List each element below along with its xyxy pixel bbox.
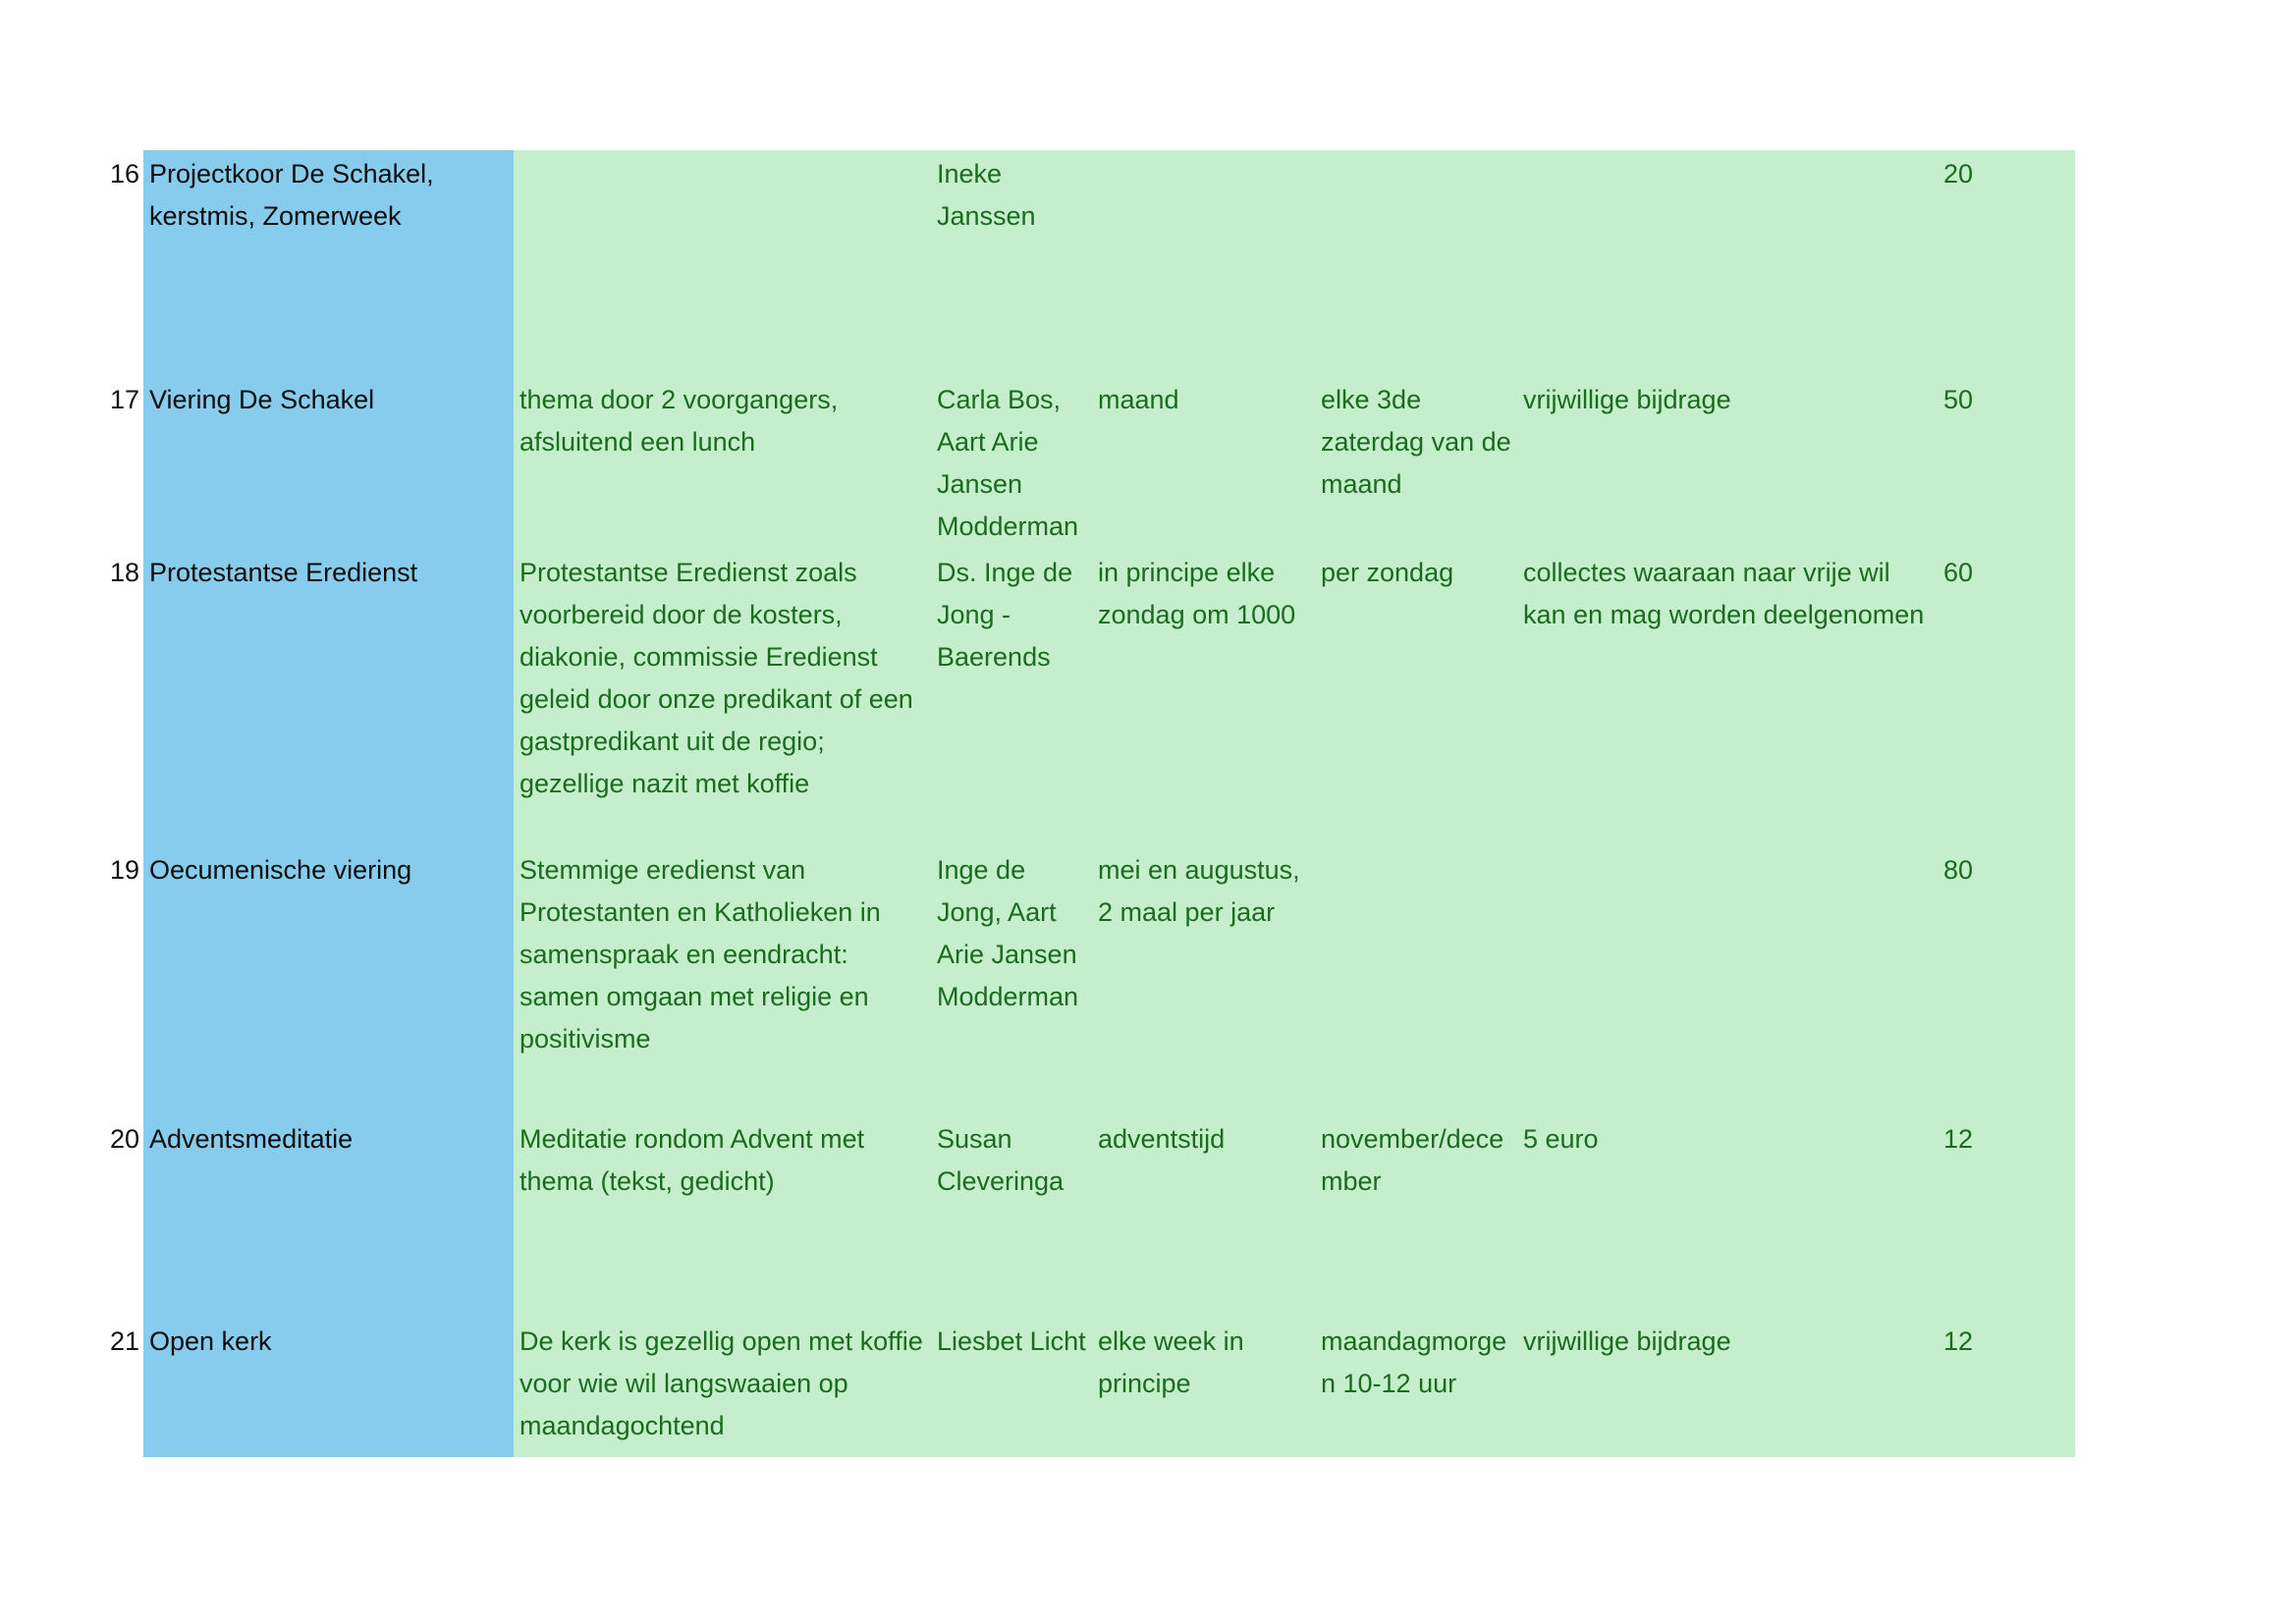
activity-when [1315, 150, 1517, 376]
activity-when: per zondag [1315, 549, 1517, 846]
activity-description [514, 150, 931, 376]
activity-description: thema door 2 voorgangers, afsluitend een lunch [514, 376, 931, 549]
participant-count: 12 [1943, 1124, 1974, 1154]
activity-contact: Carla Bos, Aart Arie Jansen Modderman [931, 376, 1092, 549]
participant-count: 20 [1943, 159, 1974, 189]
activity-when: maandagmorgen 10-12 uur [1315, 1318, 1517, 1457]
table-row [0, 549, 2296, 846]
activity-contact: Ds. Inge de Jong - Baerends [931, 549, 1092, 846]
activity-contact: Liesbet Licht [931, 1318, 1092, 1457]
activity-participants [1936, 376, 2075, 549]
activity-when: elke 3de zaterdag van de maand [1315, 376, 1517, 549]
activity-name: Projectkoor De Schakel, kerstmis, Zomerweek [143, 150, 514, 376]
activity-name: Protestantse Eredienst [143, 549, 514, 846]
activity-frequency: mei en augustus, 2 maal per jaar [1092, 846, 1315, 1115]
activity-when: november/december [1315, 1115, 1517, 1318]
row-number: 21 [109, 1326, 139, 1356]
activity-participants [1936, 150, 2075, 376]
activity-cost [1517, 846, 1936, 1115]
activity-description: Stemmige eredienst van Protestanten en Katholieken in samenspraak en eendracht: samen omgaan met religie en positivisme [514, 846, 931, 1115]
activity-frequency: elke week in principe [1092, 1318, 1315, 1457]
activity-cost: collectes waaraan naar vrije wil kan en mag worden deelgenomen [1517, 549, 1936, 846]
activity-name: Oecumenische viering [143, 846, 514, 1115]
table-row [0, 1318, 2296, 1457]
activity-participants [1936, 1115, 2075, 1318]
activity-frequency: in principe elke zondag om 1000 [1092, 549, 1315, 846]
participant-count: 12 [1943, 1326, 1974, 1356]
activity-contact: Inge de Jong, Aart Arie Jansen Modderman [931, 846, 1092, 1115]
row-number: 19 [109, 855, 139, 885]
activity-name: Open kerk [143, 1318, 514, 1457]
activity-name: Viering De Schakel [143, 376, 514, 549]
table-row [0, 1115, 2296, 1318]
row-number: 20 [109, 1124, 139, 1154]
activity-cost: 5 euro [1517, 1115, 1936, 1318]
activity-participants [1936, 846, 2075, 1115]
activity-contact: Ineke Janssen [931, 150, 1092, 376]
activity-cost: vrijwillige bijdrage [1517, 376, 1936, 549]
participant-count: 60 [1943, 558, 1974, 587]
table-row [0, 846, 2296, 1115]
row-number: 16 [109, 159, 139, 189]
activity-name: Adventsmeditatie [143, 1115, 514, 1318]
participant-count: 50 [1943, 385, 1974, 414]
activity-frequency: maand [1092, 376, 1315, 549]
participant-count: 80 [1943, 855, 1974, 885]
row-number: 18 [109, 558, 139, 587]
activity-when [1315, 846, 1517, 1115]
activity-contact: Susan Cleveringa [931, 1115, 1092, 1318]
row-number: 17 [109, 385, 139, 414]
activity-cost: vrijwillige bijdrage [1517, 1318, 1936, 1457]
activity-frequency: adventstijd [1092, 1115, 1315, 1318]
activity-participants [1936, 1318, 2075, 1457]
activity-participants [1936, 549, 2075, 846]
activity-description: Protestantse Eredienst zoals voorbereid door de kosters, diakonie, commissie Eredienst geleid door onze predikant of een gastpredikant uit de regio; gezellige nazit met koffie [514, 549, 931, 846]
activity-cost [1517, 150, 1936, 376]
spreadsheet-table [0, 150, 2296, 1457]
activity-frequency [1092, 150, 1315, 376]
table-row [0, 376, 2296, 549]
activity-description: Meditatie rondom Advent met thema (tekst, gedicht) [514, 1115, 931, 1318]
table-row [0, 150, 2296, 376]
activity-description: De kerk is gezellig open met koffie voor wie wil langswaaien op maandagochtend [514, 1318, 931, 1457]
